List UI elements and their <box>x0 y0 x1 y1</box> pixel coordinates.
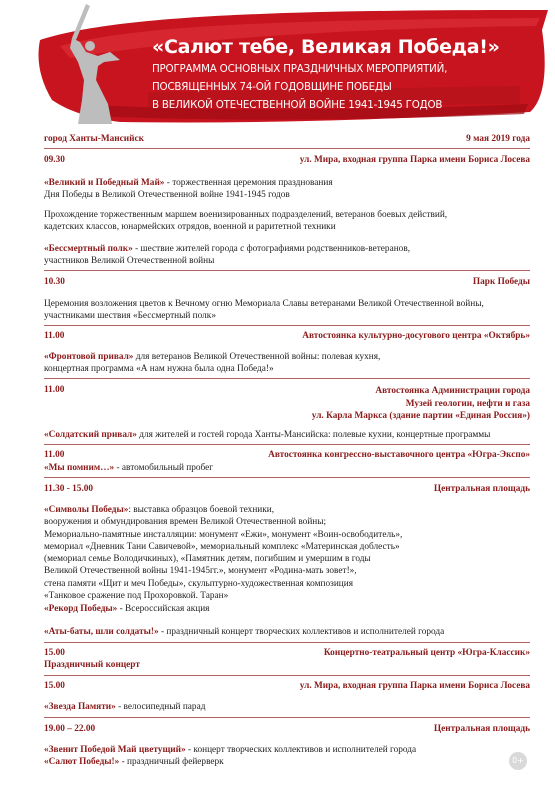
event-line: Мемориально-памятные инсталляции: монумент «Ежи», монумент «Воин-освободитель», <box>44 529 403 540</box>
city-date-row <box>44 134 530 148</box>
subtitle-line: В ВЕЛИКОЙ ОТЕЧЕСТВЕННОЙ ВОЙНЕ 1941-1945 ГОДОВ <box>152 99 443 111</box>
city-label: город Ханты-Мансийск <box>44 134 144 144</box>
event-time: 11.00 <box>44 331 65 341</box>
subtitle-line: ПРОГРАММА ОСНОВНЫХ ПРАЗДНИЧНЫХ МЕРОПРИЯТИЙ, <box>152 63 448 75</box>
event-line: Дня Победы в Великой Отечественной войне 1941-1945 годов <box>44 190 290 201</box>
event-header <box>44 484 530 498</box>
event-header <box>44 331 530 345</box>
event-time: 11.00 <box>44 450 65 460</box>
event-line: «Аты-баты, шли солдаты!» - праздничный концерт творческих коллективов и исполнителей города <box>44 627 445 637</box>
subtitle-line: ПОСВЯЩЕННЫХ 74-ОЙ ГОДОВЩИНЕ ПОБЕДЫ <box>152 81 392 93</box>
date-label: 9 мая 2019 года <box>466 134 530 144</box>
event-line: (мемориал семье Володичкиных), «Памятник детям, погибшим и умершим в годы <box>44 554 371 565</box>
event-line: «Салют Победы!» - праздничный фейерверк <box>44 757 224 768</box>
event-line: «Танковое сражение под Прохоровкой. Таран» <box>44 591 229 602</box>
event-line: стена памяти «Щит и меч Победы», скульптурно-художественная композиция <box>44 578 354 589</box>
event-place: Концертно-театральный центр «Югра-Классик» <box>323 648 530 658</box>
divider <box>44 148 530 149</box>
event-line: «Великий и Победный Май» - торжественная церемония празднования <box>44 178 333 188</box>
event-line: «Солдатский привал» для жителей и гостей города Ханты-Мансийска: полевые кухни, концертные программы <box>44 430 491 440</box>
event-place: ул. Мира, входная группа Парка имени Бориса Лосева <box>299 681 530 691</box>
event-description <box>44 351 534 376</box>
event-description <box>44 462 534 474</box>
place-line: ул. Карла Маркса (здание партии «Единая Россия») <box>311 411 530 421</box>
event-title-row <box>44 660 530 674</box>
event-time: 15.00 <box>44 681 65 691</box>
place-line: Автостоянка Администрации города <box>375 386 530 396</box>
event-line: участниками шествия «Бессмертный полк» <box>44 311 216 322</box>
event-line: мемориал «Дневник Тани Савичевой», мемориальный комплекс «Материнская доблесть» <box>44 541 400 552</box>
event-header <box>44 155 530 169</box>
place-line: Музей геологии, нефти и газа <box>405 398 530 409</box>
event-description <box>44 626 534 638</box>
event-description <box>44 429 534 441</box>
divider <box>44 378 530 379</box>
event-description <box>44 298 534 323</box>
age-rating-badge: 0+ <box>509 752 527 770</box>
event-description <box>44 209 534 234</box>
event-line: концертная программа «А нам нужна была одна Победа!» <box>44 364 274 375</box>
page-title: «Салют тебе, Великая Победа!» <box>152 36 500 58</box>
page-subtitle <box>152 60 512 114</box>
event-description <box>44 744 534 769</box>
event-time: 15.00 <box>44 648 65 658</box>
event-description <box>44 504 534 602</box>
event-line: «Звенит Победой Май цветущий» - концерт творческих коллективов и исполнителей города <box>44 745 417 755</box>
divider <box>44 477 530 478</box>
event-line: «Мы помним…» - автомобильный пробег <box>44 463 214 473</box>
event-place: ул. Мира, входная группа Парка имени Бориса Лосева <box>299 155 530 165</box>
event-line: «Бессмертный полк» - шествие жителей города с фотографиями родственников-ветеранов, <box>44 244 411 254</box>
event-line: кадетских классов, юнармейских отрядов, военной и раритетной техники <box>44 222 336 233</box>
event-time: 19.00 – 22.00 <box>44 724 96 734</box>
event-description <box>44 701 534 713</box>
event-line: Прохождение торжественным маршем военизированных подразделений, ветеранов боевых действий, <box>44 210 448 220</box>
divider <box>44 675 530 676</box>
divider <box>44 270 530 271</box>
divider <box>44 642 530 643</box>
event-line: вооружения и обмундирования времен Великой Отечественной войны; <box>44 517 327 528</box>
divider <box>44 717 530 718</box>
event-time: 10.30 <box>44 277 65 287</box>
event-description <box>44 603 534 615</box>
event-place: Автостоянка конгрессно-выставочного центра «Югра-Экспо» <box>268 450 530 460</box>
event-time: 09.30 <box>44 155 65 165</box>
divider <box>44 444 530 445</box>
event-place <box>312 385 530 423</box>
event-place: Центральная площадь <box>433 724 530 734</box>
event-title: Праздничный концерт <box>44 660 140 670</box>
event-time: 11.00 <box>44 385 65 395</box>
event-place: Парк Победы <box>472 277 530 287</box>
event-place: Центральная площадь <box>433 484 530 494</box>
event-line: «Звезда Памяти» - велосипедный парад <box>44 702 206 712</box>
event-line: «Символы Победы»: выставка образцов боевой техники, <box>44 505 275 515</box>
event-line: Церемония возложения цветов к Вечному огню Мемориала Славы ветеранами Великой Отечественной войны, <box>44 299 484 309</box>
event-header <box>44 681 530 695</box>
event-header <box>44 724 530 738</box>
event-line: участников Великой Отечественной войны <box>44 256 215 267</box>
header-banner <box>0 0 555 132</box>
event-header <box>44 277 530 291</box>
divider <box>44 325 530 326</box>
event-line: Великой Отечественной войны 1941-1945гг.», монумент «Родина-мать зовет!», <box>44 566 357 577</box>
event-line: «Фронтовой привал» для ветеранов Великой Отечественной войны: полевая кухня, <box>44 352 381 362</box>
event-header <box>44 385 530 425</box>
event-description <box>44 177 534 202</box>
event-description <box>44 243 534 268</box>
event-time: 11.30 - 15.00 <box>44 484 94 494</box>
event-line: «Рекорд Победы» - Всероссийская акция <box>44 604 210 614</box>
event-place: Автостоянка культурно-досугового центра «Октябрь» <box>302 331 530 341</box>
